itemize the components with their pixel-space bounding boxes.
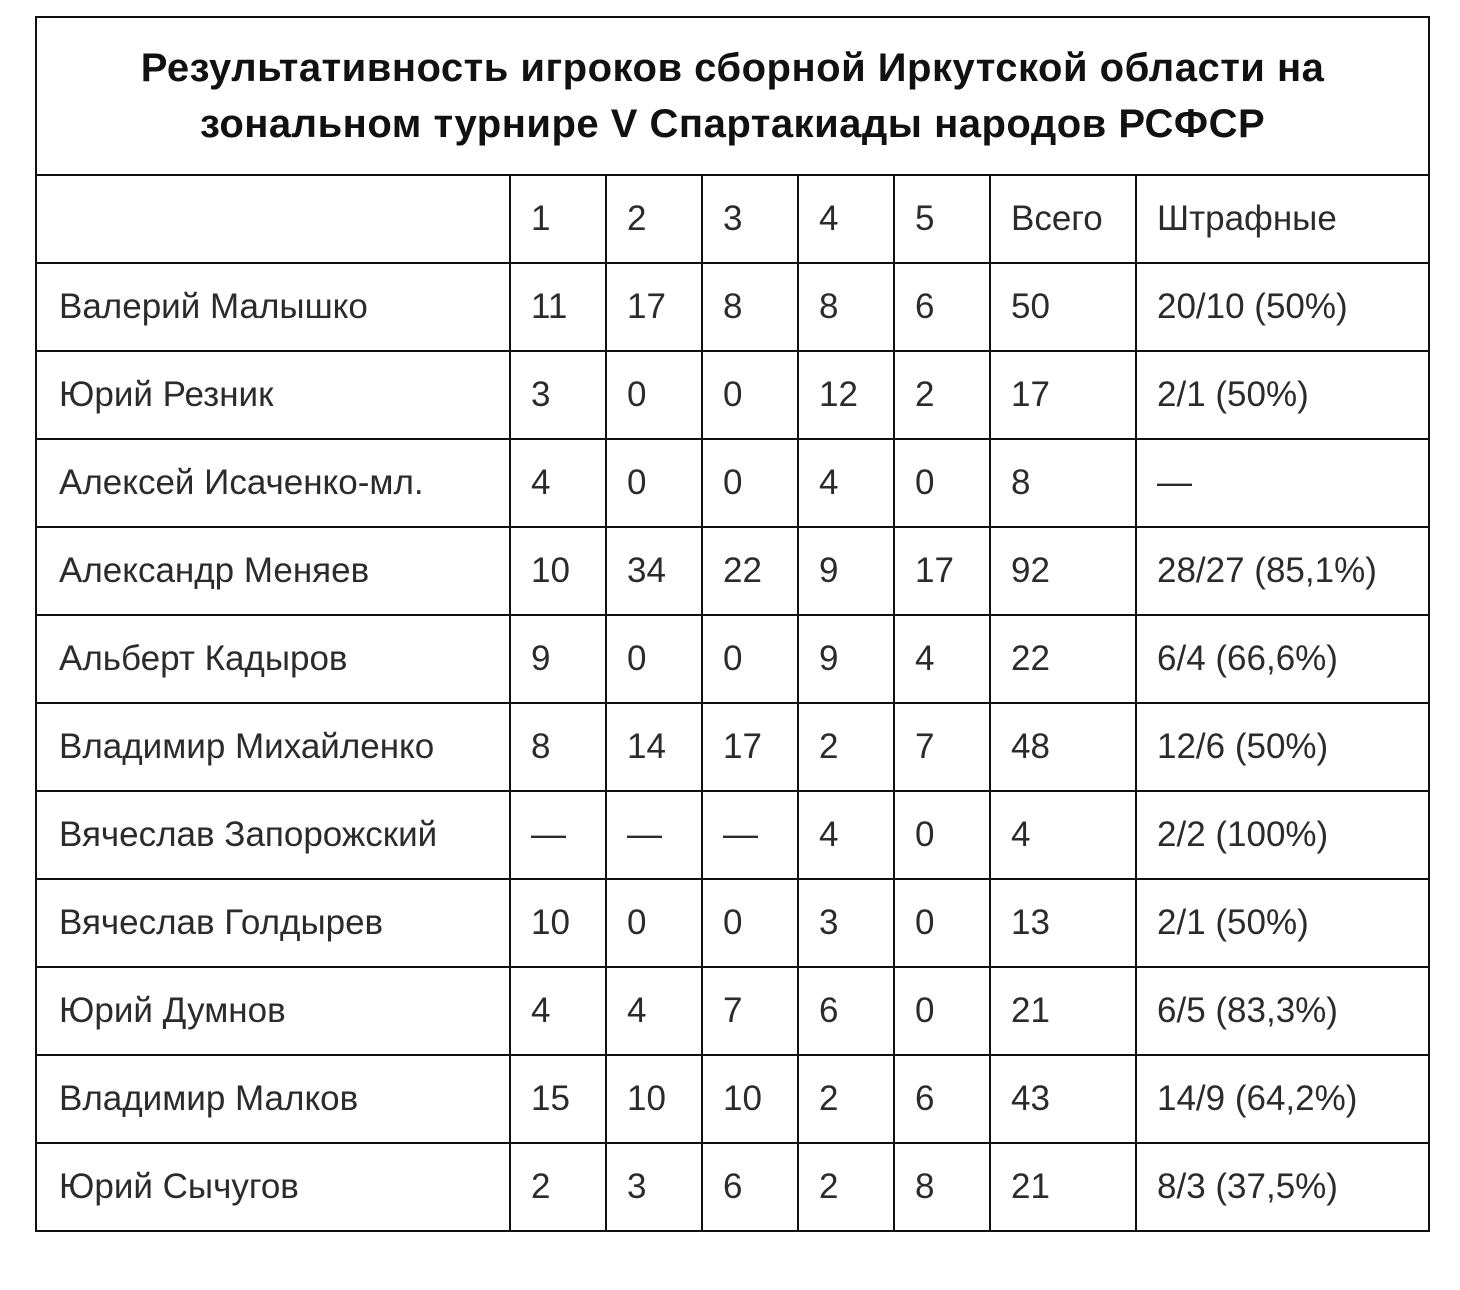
total-points-cell: 48 bbox=[990, 703, 1136, 791]
game-3-points-cell: 22 bbox=[702, 527, 798, 615]
penalties-cell: 2/1 (50%) bbox=[1136, 351, 1429, 439]
penalties-cell: 8/3 (37,5%) bbox=[1136, 1143, 1429, 1231]
player-name-cell: Юрий Резник bbox=[36, 351, 510, 439]
game-4-points-cell: 9 bbox=[798, 527, 894, 615]
game-3-points-cell: 8 bbox=[702, 263, 798, 351]
table-row bbox=[36, 263, 1429, 351]
penalties-cell: 12/6 (50%) bbox=[1136, 703, 1429, 791]
game-3-points-cell: 6 bbox=[702, 1143, 798, 1231]
total-points-cell: 22 bbox=[990, 615, 1136, 703]
game-2-points-cell: 17 bbox=[606, 263, 702, 351]
penalties-cell: 28/27 (85,1%) bbox=[1136, 527, 1429, 615]
player-name-cell: Владимир Михайленко bbox=[36, 703, 510, 791]
header-cell-game-1: 1 bbox=[510, 175, 606, 263]
game-5-points-cell: 0 bbox=[894, 439, 990, 527]
total-points-cell: 92 bbox=[990, 527, 1136, 615]
game-2-points-cell: 34 bbox=[606, 527, 702, 615]
table-row bbox=[36, 879, 1429, 967]
player-stats-table bbox=[35, 16, 1430, 1232]
header-row bbox=[36, 175, 1429, 263]
penalties-cell: 20/10 (50%) bbox=[1136, 263, 1429, 351]
game-3-points-cell: 10 bbox=[702, 1055, 798, 1143]
total-points-cell: 8 bbox=[990, 439, 1136, 527]
header-cell-name bbox=[36, 175, 510, 263]
player-name-cell: Алексей Исаченко-мл. bbox=[36, 439, 510, 527]
game-2-points-cell: 14 bbox=[606, 703, 702, 791]
header-cell-game-2: 2 bbox=[606, 175, 702, 263]
player-name-cell: Юрий Думнов bbox=[36, 967, 510, 1055]
player-name-cell: Александр Меняев bbox=[36, 527, 510, 615]
header-cell-total: Всего bbox=[990, 175, 1136, 263]
game-3-points-cell: — bbox=[702, 791, 798, 879]
table-body bbox=[36, 17, 1429, 1231]
game-1-points-cell: 8 bbox=[510, 703, 606, 791]
penalties-cell: 2/2 (100%) bbox=[1136, 791, 1429, 879]
game-2-points-cell: 10 bbox=[606, 1055, 702, 1143]
table-title: Результативность игроков сборной Иркутской области на зональном турнире V Спартакиады народов РСФСР bbox=[36, 17, 1429, 175]
game-5-points-cell: 4 bbox=[894, 615, 990, 703]
penalties-cell: 6/4 (66,6%) bbox=[1136, 615, 1429, 703]
game-1-points-cell: 10 bbox=[510, 879, 606, 967]
player-name-cell: Юрий Сычугов bbox=[36, 1143, 510, 1231]
game-3-points-cell: 0 bbox=[702, 439, 798, 527]
game-4-points-cell: 12 bbox=[798, 351, 894, 439]
game-4-points-cell: 2 bbox=[798, 1055, 894, 1143]
game-2-points-cell: 0 bbox=[606, 615, 702, 703]
penalties-cell: 2/1 (50%) bbox=[1136, 879, 1429, 967]
total-points-cell: 21 bbox=[990, 967, 1136, 1055]
total-points-cell: 21 bbox=[990, 1143, 1136, 1231]
penalties-cell: — bbox=[1136, 439, 1429, 527]
total-points-cell: 4 bbox=[990, 791, 1136, 879]
game-1-points-cell: 9 bbox=[510, 615, 606, 703]
game-5-points-cell: 8 bbox=[894, 1143, 990, 1231]
table-row bbox=[36, 791, 1429, 879]
game-1-points-cell: 3 bbox=[510, 351, 606, 439]
table-row bbox=[36, 1143, 1429, 1231]
game-2-points-cell: 3 bbox=[606, 1143, 702, 1231]
header-cell-game-3: 3 bbox=[702, 175, 798, 263]
table-row bbox=[36, 527, 1429, 615]
header-cell-game-5: 5 bbox=[894, 175, 990, 263]
game-4-points-cell: 2 bbox=[798, 1143, 894, 1231]
player-name-cell: Вячеслав Голдырев bbox=[36, 879, 510, 967]
table-row bbox=[36, 1055, 1429, 1143]
game-4-points-cell: 8 bbox=[798, 263, 894, 351]
game-4-points-cell: 4 bbox=[798, 791, 894, 879]
table-row bbox=[36, 703, 1429, 791]
game-1-points-cell: 10 bbox=[510, 527, 606, 615]
total-points-cell: 43 bbox=[990, 1055, 1136, 1143]
game-4-points-cell: 3 bbox=[798, 879, 894, 967]
header-cell-penalties: Штрафные bbox=[1136, 175, 1429, 263]
table-row bbox=[36, 439, 1429, 527]
game-2-points-cell: 0 bbox=[606, 351, 702, 439]
game-1-points-cell: — bbox=[510, 791, 606, 879]
game-5-points-cell: 0 bbox=[894, 879, 990, 967]
game-4-points-cell: 2 bbox=[798, 703, 894, 791]
player-name-cell: Владимир Малков bbox=[36, 1055, 510, 1143]
game-5-points-cell: 6 bbox=[894, 1055, 990, 1143]
game-2-points-cell: 0 bbox=[606, 439, 702, 527]
game-5-points-cell: 0 bbox=[894, 967, 990, 1055]
game-1-points-cell: 15 bbox=[510, 1055, 606, 1143]
game-2-points-cell: — bbox=[606, 791, 702, 879]
game-3-points-cell: 0 bbox=[702, 351, 798, 439]
table-row bbox=[36, 351, 1429, 439]
game-3-points-cell: 0 bbox=[702, 615, 798, 703]
game-2-points-cell: 0 bbox=[606, 879, 702, 967]
total-points-cell: 17 bbox=[990, 351, 1136, 439]
penalties-cell: 6/5 (83,3%) bbox=[1136, 967, 1429, 1055]
game-3-points-cell: 7 bbox=[702, 967, 798, 1055]
game-1-points-cell: 4 bbox=[510, 967, 606, 1055]
game-4-points-cell: 9 bbox=[798, 615, 894, 703]
table-row bbox=[36, 967, 1429, 1055]
game-5-points-cell: 7 bbox=[894, 703, 990, 791]
game-5-points-cell: 2 bbox=[894, 351, 990, 439]
total-points-cell: 13 bbox=[990, 879, 1136, 967]
game-3-points-cell: 17 bbox=[702, 703, 798, 791]
title-row bbox=[36, 17, 1429, 175]
penalties-cell: 14/9 (64,2%) bbox=[1136, 1055, 1429, 1143]
game-1-points-cell: 2 bbox=[510, 1143, 606, 1231]
player-name-cell: Вячеслав Запорожский bbox=[36, 791, 510, 879]
game-5-points-cell: 17 bbox=[894, 527, 990, 615]
header-cell-game-4: 4 bbox=[798, 175, 894, 263]
game-3-points-cell: 0 bbox=[702, 879, 798, 967]
game-5-points-cell: 6 bbox=[894, 263, 990, 351]
table-row bbox=[36, 615, 1429, 703]
player-name-cell: Валерий Малышко bbox=[36, 263, 510, 351]
game-5-points-cell: 0 bbox=[894, 791, 990, 879]
player-name-cell: Альберт Кадыров bbox=[36, 615, 510, 703]
game-4-points-cell: 4 bbox=[798, 439, 894, 527]
total-points-cell: 50 bbox=[990, 263, 1136, 351]
game-4-points-cell: 6 bbox=[798, 967, 894, 1055]
game-2-points-cell: 4 bbox=[606, 967, 702, 1055]
game-1-points-cell: 4 bbox=[510, 439, 606, 527]
game-1-points-cell: 11 bbox=[510, 263, 606, 351]
